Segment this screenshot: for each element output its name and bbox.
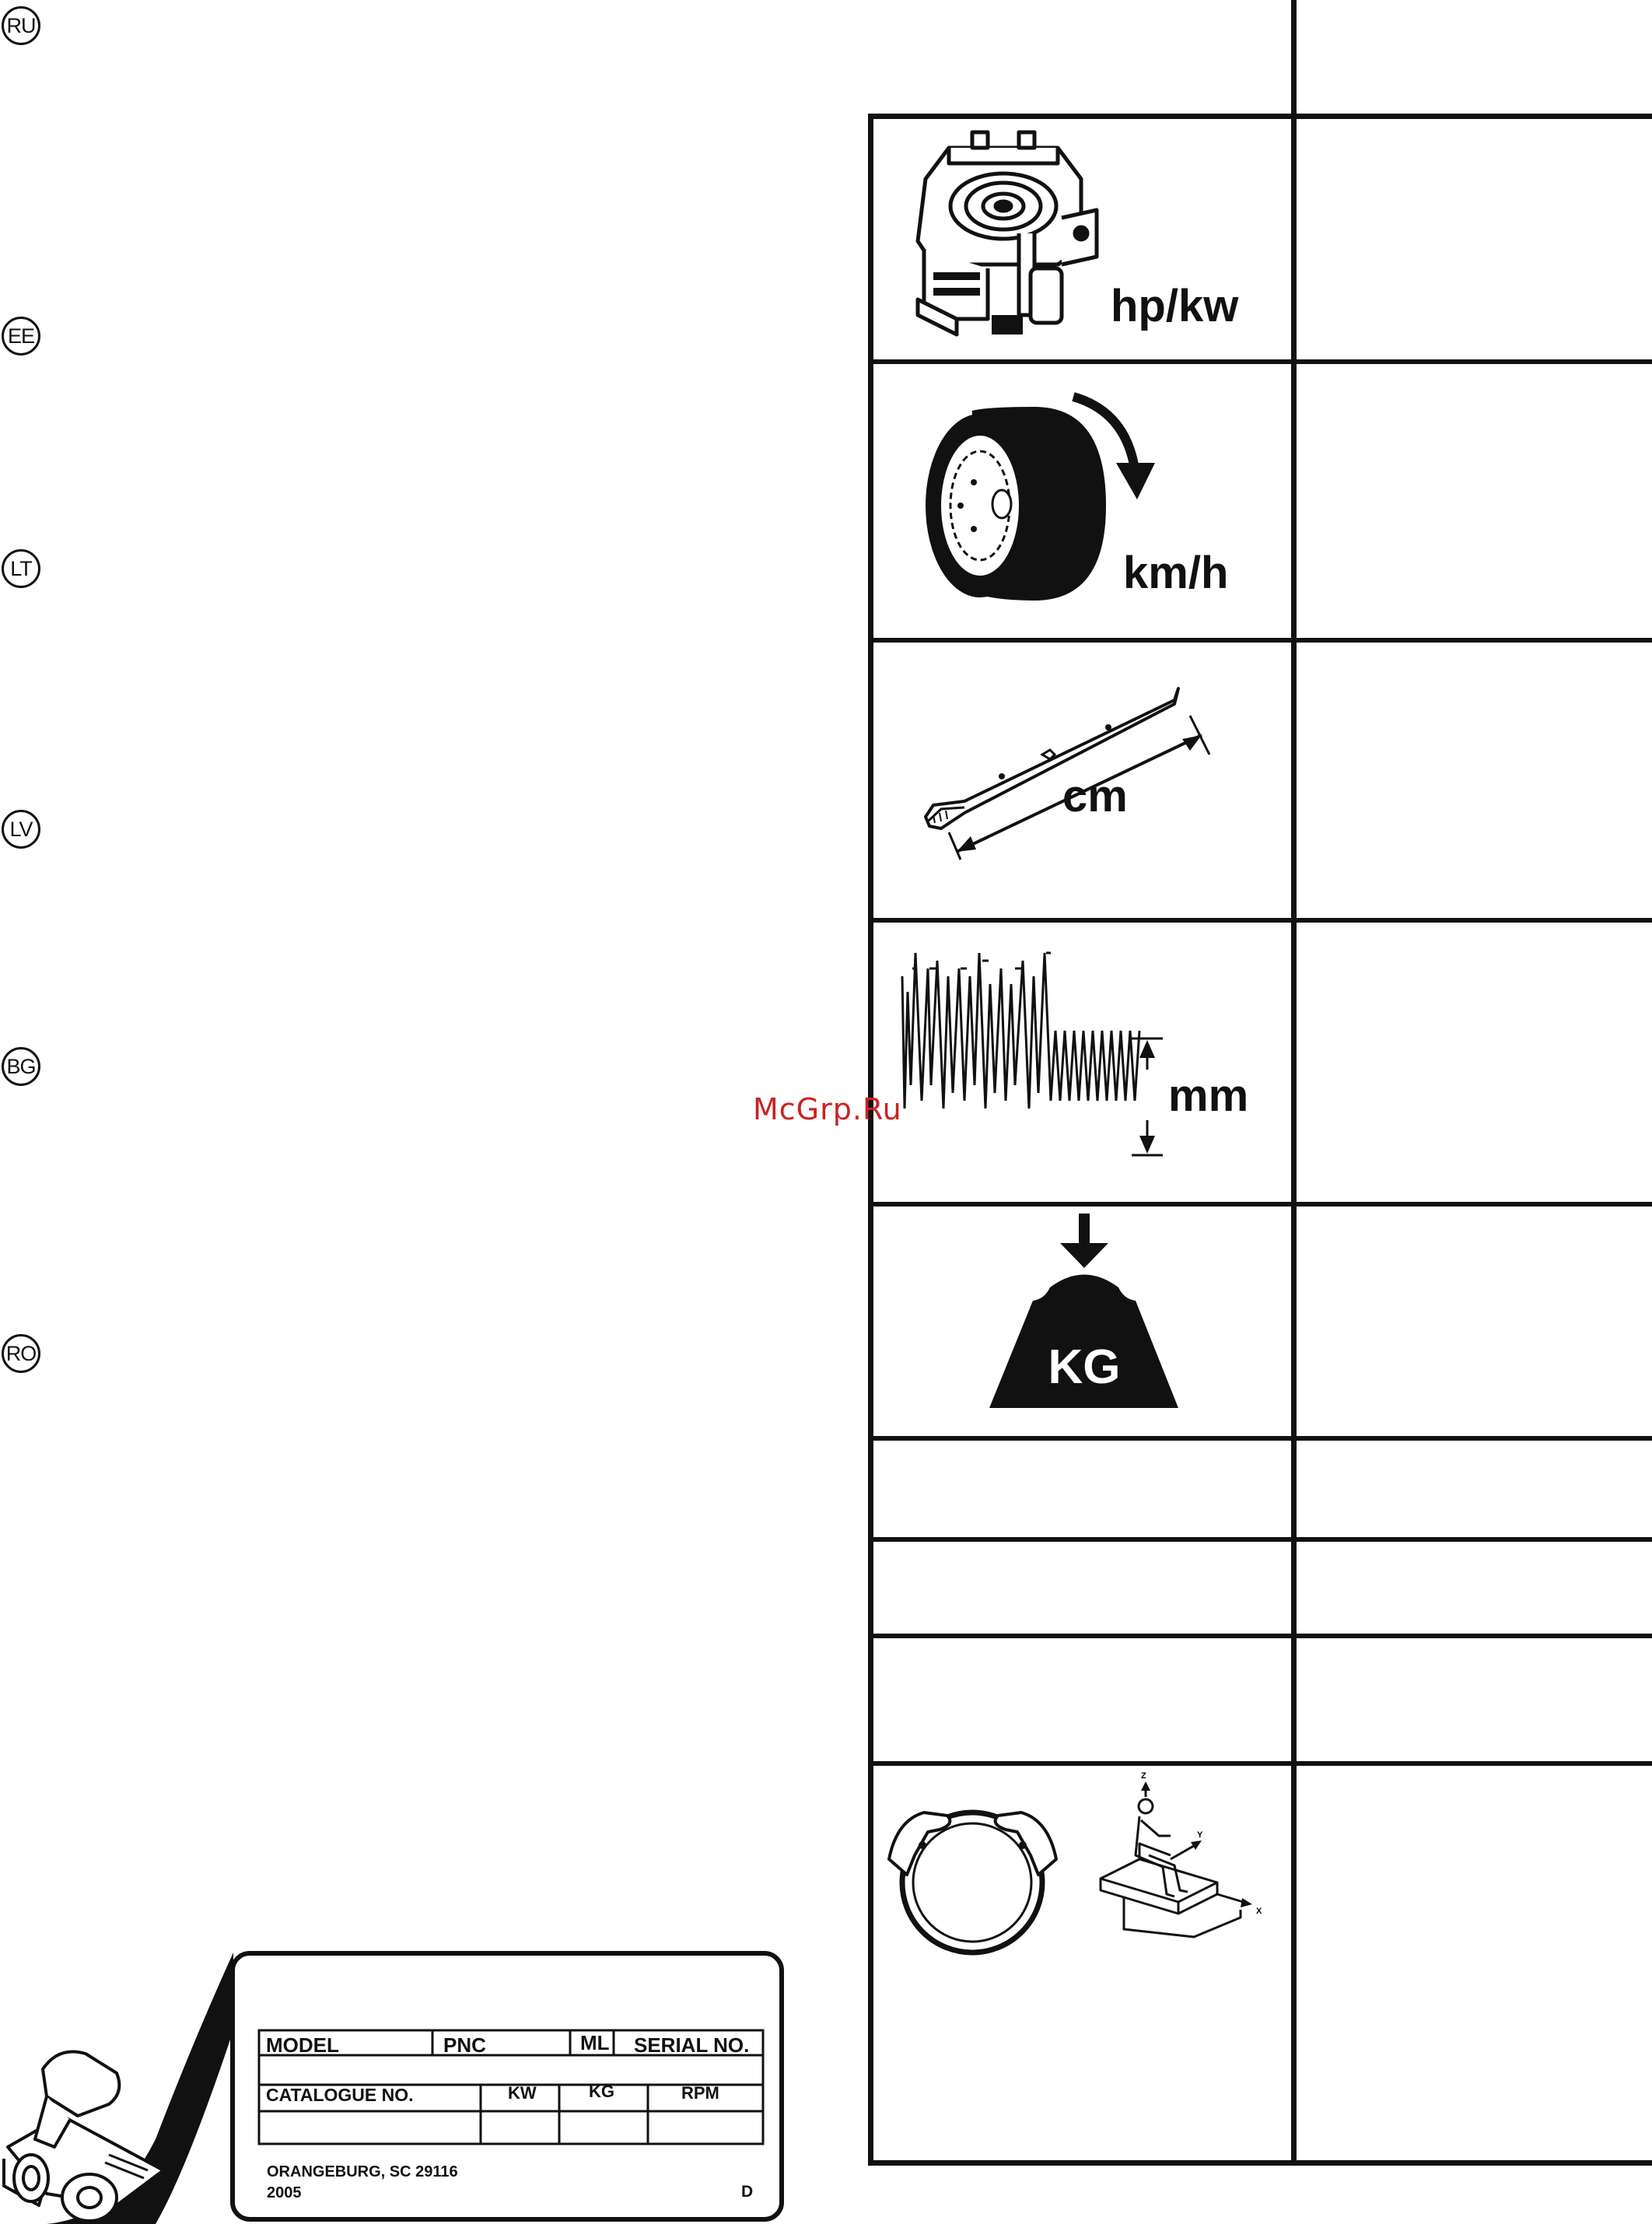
plate-address: ORANGEBURG, SC 29116	[267, 2163, 458, 2180]
plate-kw-label: KW	[508, 2083, 537, 2103]
table-border-bottom	[868, 2160, 1652, 2166]
mower-illustration	[0, 1937, 249, 2224]
plate-catalogue-label: CATALOGUE NO.	[266, 2085, 414, 2105]
axis-x-label: X	[1256, 1907, 1262, 1916]
row-divider	[868, 1761, 1652, 1766]
watermark: McGrp.Ru	[753, 1092, 902, 1126]
plate-serial-label: SERIAL NO.	[634, 2033, 750, 2057]
table-border-left	[868, 114, 873, 2166]
row-divider	[868, 918, 1652, 923]
whole-body-vibration-icon	[1093, 1771, 1268, 1937]
row-divider	[868, 1436, 1652, 1441]
plate-rpm-label: RPM	[681, 2083, 719, 2103]
row-divider	[868, 1202, 1652, 1207]
weight-unit-text: KG	[1048, 1340, 1121, 1394]
engine-icon	[902, 132, 1104, 350]
plate-year: 2005	[267, 2184, 302, 2201]
plate-kg-label: KG	[589, 2082, 614, 2101]
axis-z-label: Z	[1141, 1771, 1146, 1781]
lang-marker-bg: BG	[2, 1047, 40, 1086]
cut-width-unit-label: cm	[1062, 771, 1128, 821]
row-divider	[868, 1634, 1652, 1638]
row-divider	[868, 114, 1652, 119]
cutting-height-icon	[898, 945, 1248, 1179]
lang-marker-lt: LT	[2, 549, 40, 588]
lang-marker-ru: RU	[2, 6, 40, 45]
plate-ml-label: ML	[580, 2031, 610, 2054]
cut-height-unit-label: mm	[1168, 1070, 1249, 1121]
speed-unit-label: km/h	[1123, 548, 1229, 598]
table-column-divider	[1291, 0, 1297, 2166]
lang-marker-lv: LV	[2, 810, 40, 849]
engine-unit-label: hp/kw	[1111, 281, 1239, 331]
axis-y-label: Y	[1197, 1830, 1203, 1840]
weight-icon	[988, 1214, 1182, 1416]
hand-arm-vibration-icon	[885, 1789, 1060, 1968]
plate-code: D	[741, 2183, 754, 2201]
plate-model-label: MODEL	[266, 2033, 339, 2057]
row-divider	[868, 359, 1652, 364]
plate-pnc-label: PNC	[443, 2033, 486, 2057]
lang-marker-ee: EE	[2, 317, 40, 355]
row-divider	[868, 1537, 1652, 1542]
lang-marker-ro: RO	[2, 1334, 40, 1373]
row-divider	[868, 638, 1652, 643]
